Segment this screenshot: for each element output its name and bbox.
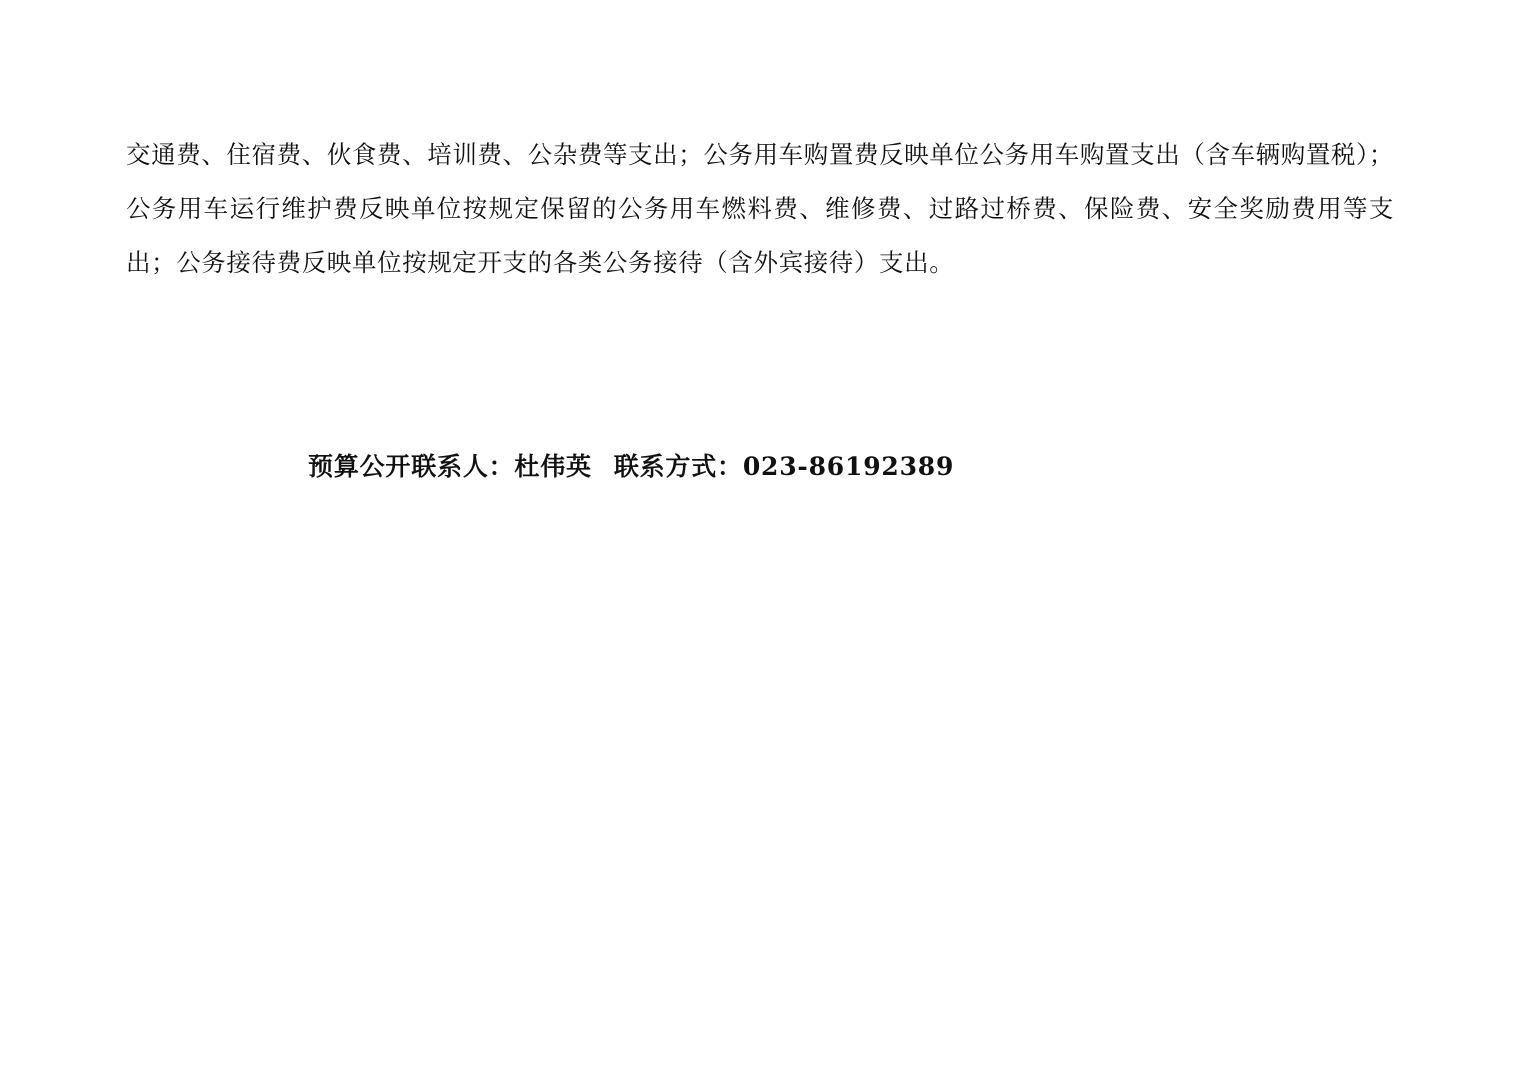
contact-phone-number: 023-86192389 [742,452,955,481]
contact-phone-label: 联系方式： [613,452,743,481]
body-paragraph: 交通费、住宿费、伙食费、培训费、公杂费等支出；公务用车购置费反映单位公务用车购置支出（含车辆购置税）；公务用车运行维护费反映单位按规定保留的公务用车燃料费、维修费、过路过桥费、保险费、安全奖励费用等支出；公务接待费反映单位按规定开支的各类公务接待（含外宾接待）支出。 [126,140,1394,277]
contact-info-line [270,418,954,512]
contact-person-name: 杜伟英 [514,452,592,481]
contact-person-label: 预算公开联系人： [308,452,515,481]
